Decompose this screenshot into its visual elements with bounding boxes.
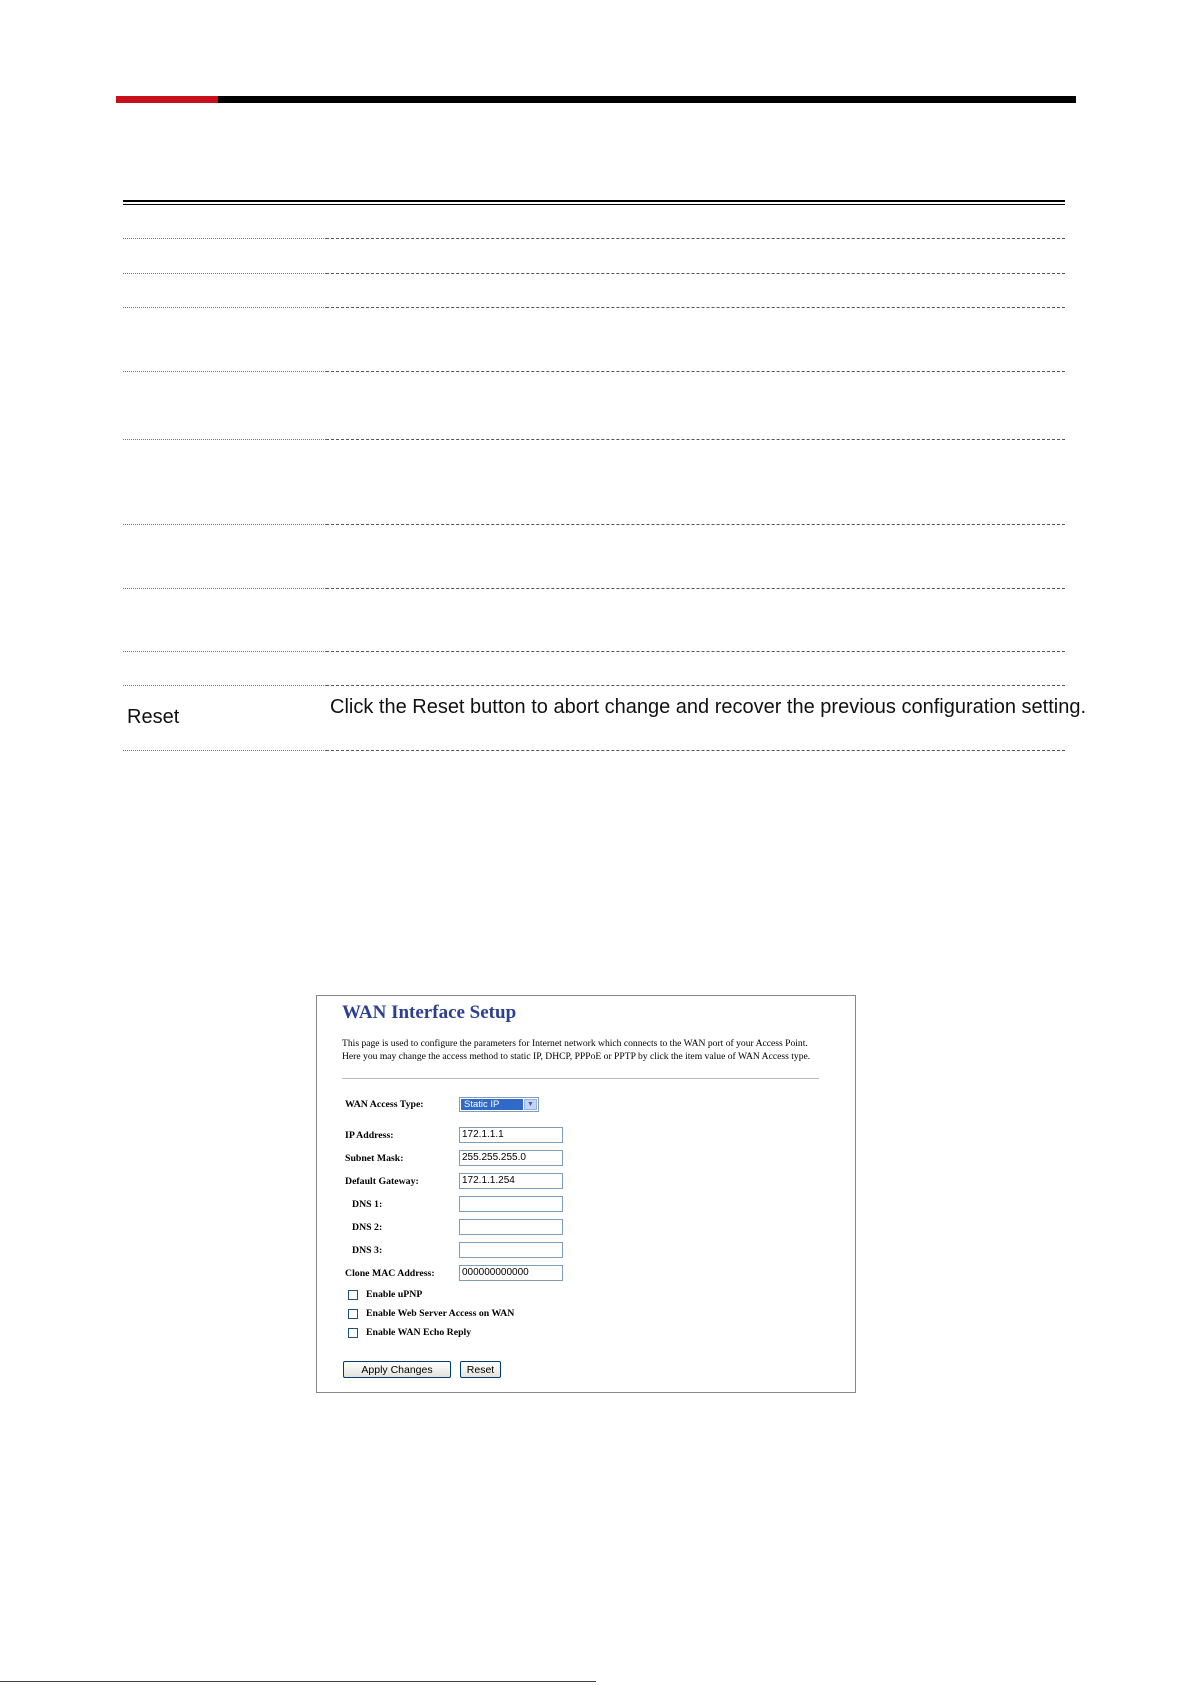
enable-web-server-checkbox[interactable] (348, 1309, 358, 1319)
table-row-description: Click the Reset button to abort change and recover the previous configuration setting. (330, 696, 1087, 718)
page-title: WAN Interface Setup (342, 1002, 517, 1023)
subnet-mask-label: Subnet Mask: (345, 1153, 404, 1164)
subnet-mask-input[interactable]: 255.255.255.0 (459, 1150, 563, 1166)
wan-interface-setup-screenshot (316, 995, 856, 1393)
apply-changes-button[interactable]: Apply Changes (343, 1361, 451, 1378)
wan-access-type-value: Static IP (461, 1099, 523, 1110)
table-top-rule-thin (123, 204, 1065, 205)
clone-mac-input[interactable]: 000000000000 (459, 1265, 563, 1281)
ip-address-label: IP Address: (345, 1130, 394, 1141)
divider (342, 1078, 819, 1079)
enable-wan-echo-checkbox[interactable] (348, 1328, 358, 1338)
ip-address-input[interactable]: 172.1.1.1 (459, 1127, 563, 1143)
default-gateway-input[interactable]: 172.1.1.254 (459, 1173, 563, 1189)
table-row-label: Reset (127, 706, 180, 728)
enable-upnp-checkbox[interactable] (348, 1290, 358, 1300)
clone-mac-label: Clone MAC Address: (345, 1268, 435, 1279)
dns2-input[interactable] (459, 1219, 563, 1235)
dns1-label: DNS 1: (352, 1199, 383, 1210)
enable-web-server-label: Enable Web Server Access on WAN (366, 1308, 515, 1319)
page-description: This page is used to configure the parameters for Internet network which connects to the WAN port of your Access Point. Here you may change the access method to static IP, DHCP, PPPoE or PPTP by click the item value of WAN Access type. (342, 1038, 811, 1062)
chevron-down-icon[interactable]: ▼ (524, 1099, 537, 1110)
enable-upnp-label: Enable uPNP (366, 1289, 423, 1300)
footer-rule (0, 1681, 596, 1682)
dns3-input[interactable] (459, 1242, 563, 1258)
header-accent-bar (116, 96, 218, 103)
reset-button[interactable]: Reset (460, 1361, 501, 1378)
wan-access-type-label: WAN Access Type: (345, 1099, 424, 1110)
table-row (123, 686, 1087, 748)
wan-access-type-select[interactable] (459, 1097, 539, 1112)
dns3-label: DNS 3: (352, 1245, 383, 1256)
enable-wan-echo-label: Enable WAN Echo Reply (366, 1327, 472, 1338)
dns2-label: DNS 2: (352, 1222, 383, 1233)
dns1-input[interactable] (459, 1196, 563, 1212)
default-gateway-label: Default Gateway: (345, 1176, 419, 1187)
header-rule (116, 96, 1076, 103)
table-top-rule (123, 200, 1065, 202)
